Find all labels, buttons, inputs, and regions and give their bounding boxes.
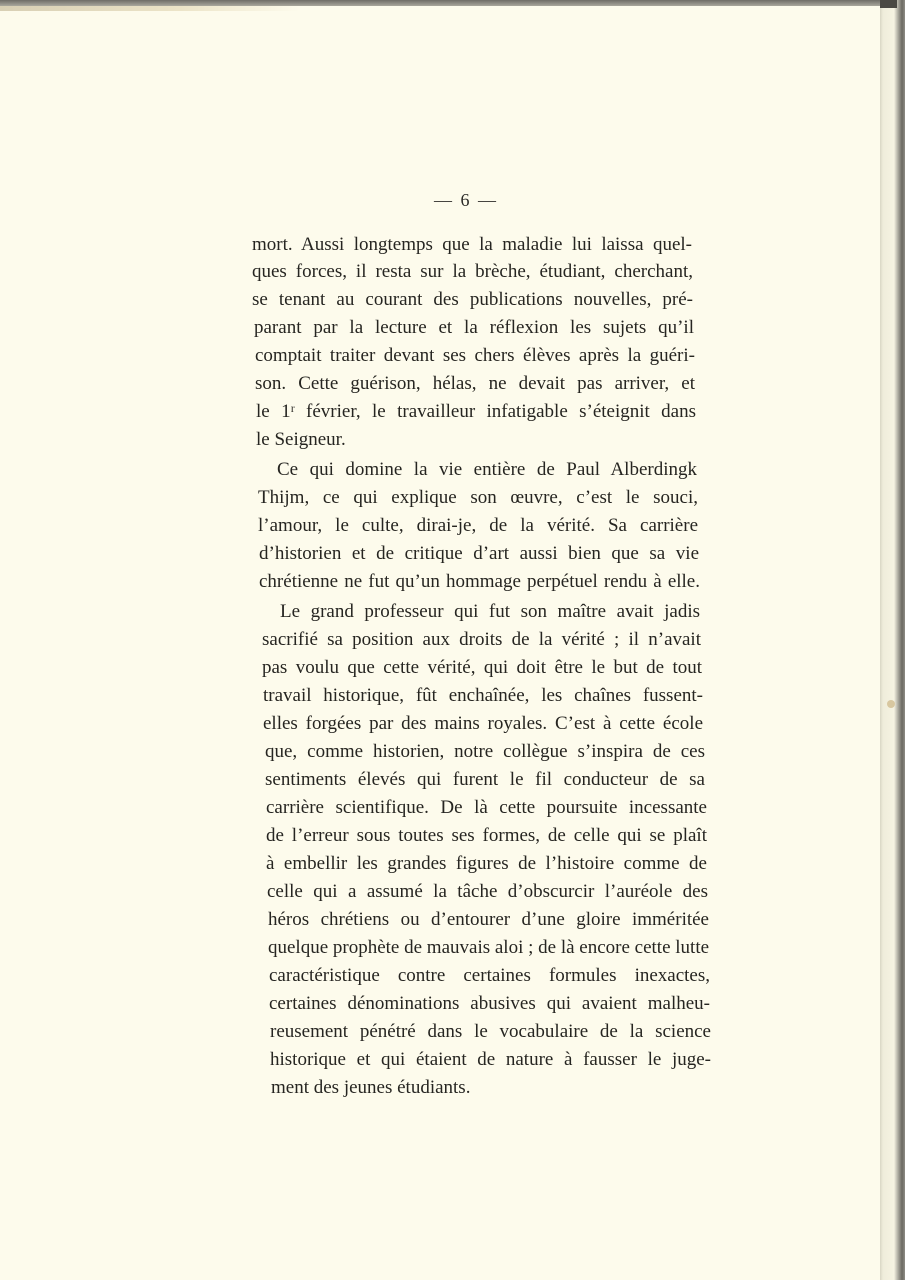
text-line: celle qui a assumé la tâche d’obscurcir l’auréole des [267,881,708,902]
text-line: travail historique, fût enchaînée, les chaînes fussent- [263,685,703,706]
text-line: ques forces, il resta sur la brèche, étudiant, cherchant, [252,261,693,282]
text-line: certaines dénominations abusives qui avaient malheu- [269,993,710,1014]
text-line: sentiments élevés qui furent le fil conducteur de sa [265,769,705,790]
text-line: carrière scientifique. De là cette poursuite incessante [266,797,707,818]
text-line: caractéristique contre certaines formules inexactes, [269,965,710,986]
text-line: à embellir les grandes figures de l’histoire comme de [266,853,707,874]
text-line: quelque prophète de mauvais aloi ; de là encore cette lutte [268,937,710,958]
text-line: ment des jeunes étudiants. [271,1077,471,1098]
text-line: Thijm, ce qui explique son œuvre, c’est le souci, [258,487,698,508]
text-line: le 1ʳ février, le travailleur infatigable s’éteignit dans [256,401,696,422]
text-line: sacrifié sa position aux droits de la vérité ; il n’avait [262,629,701,650]
page-number: — 6 — [434,190,498,210]
text-line: le Seigneur. [256,429,346,450]
text-line: que, comme historien, notre collègue s’inspira de ces [265,741,705,762]
text-line: comptait traiter devant ses chers élèves après la guéri- [255,345,695,366]
text-line: Ce qui domine la vie entière de Paul Alberdingk [277,459,697,480]
text-line: son. Cette guérison, hélas, ne devait pas arriver, et [255,373,695,394]
text-line: mort. Aussi longtemps que la maladie lui laissa quel- [252,234,692,255]
text-line: se tenant au courant des publications nouvelles, pré- [252,289,693,310]
text-line: de l’erreur sous toutes ses formes, de celle qui se plaît [266,825,707,846]
text-line: héros chrétiens ou d’entourer d’une gloire imméritée [268,909,709,930]
text-line: reusement pénétré dans le vocabulaire de la science [270,1021,711,1042]
text-line: historique et qui étaient de nature à fausser le juge- [270,1049,711,1070]
text-line: pas voulu que cette vérité, qui doit être le but de tout [262,657,702,678]
text-line: l’amour, le culte, dirai-je, de la vérité. Sa carrière [258,515,698,536]
text-line: d’historien et de critique d’art aussi bien que sa vie [259,543,699,564]
text-line: Le grand professeur qui fut son maître avait jadis [280,601,700,622]
text-line: chrétienne ne fut qu’un hommage perpétuel rendu à elle. [259,571,700,592]
text-line: elles forgées par des mains royales. C’est à cette école [263,713,703,734]
text-line: parant par la lecture et la réflexion les sujets qu’il [254,317,694,338]
